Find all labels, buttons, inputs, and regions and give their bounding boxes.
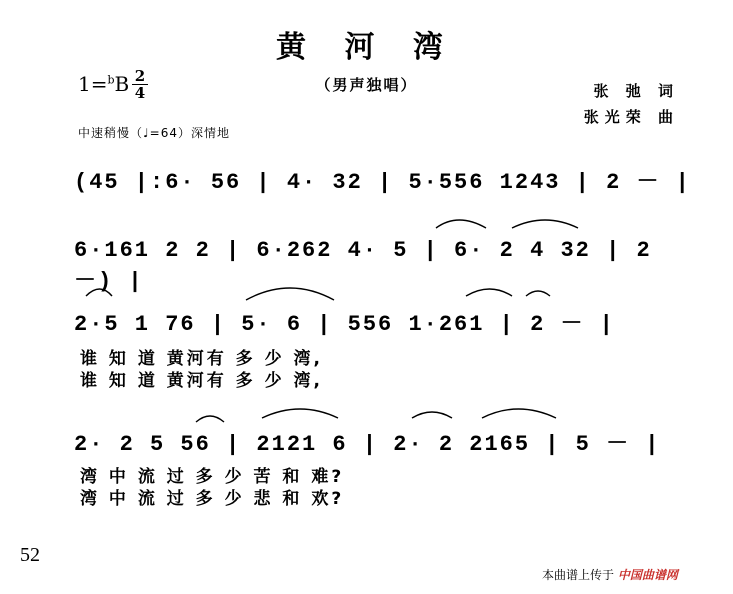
time-signature-top: 2 — [134, 67, 146, 85]
lyric-verse-1: 谁 知 道 黄河有 多 少 湾, — [80, 349, 323, 369]
notation-line: (45 |:6· 56 | 4· 32 | 5·556 1243 | 2 － | — [74, 170, 691, 195]
footer — [542, 566, 678, 583]
key-prefix: 1= — [78, 72, 108, 96]
time-signature-bottom: 4 — [134, 84, 146, 102]
page-number: 52 — [20, 544, 40, 566]
site-logo: 中国曲谱网 — [617, 568, 678, 582]
flat-sign: b — [107, 73, 115, 87]
song-title: 黄 河 湾 — [276, 30, 457, 65]
lyric-verse-1: 湾 中 流 过 多 少 苦 和 难? — [80, 467, 345, 487]
lyric-verse-2: 湾 中 流 过 多 少 悲 和 欢? — [80, 489, 345, 509]
lyric-verse-2: 谁 知 道 黄河有 多 少 湾, — [80, 371, 323, 391]
song-subtitle: （男声独唱） — [315, 76, 418, 94]
notation-line: 6·161 2 2 | 6·262 4· 5 | 6· 2 4 32 | 2 －) | — [74, 238, 652, 294]
notation-line: 2· 2 5 56 | 2121 6 | 2· 2 2165 | 5 － | — [74, 432, 661, 457]
notation-line: 2·5 1 76 | 5· 6 | 556 1·261 | 2 － | — [74, 312, 615, 337]
key-note: B — [114, 72, 130, 96]
footer-text: 本曲谱上传于 — [542, 568, 615, 582]
tempo-marking: 中速稍慢（♩=64）深情地 — [78, 126, 230, 140]
lyricist-credit: 张 弛 词 — [593, 82, 679, 100]
composer-credit: 张光荣 曲 — [583, 108, 679, 126]
